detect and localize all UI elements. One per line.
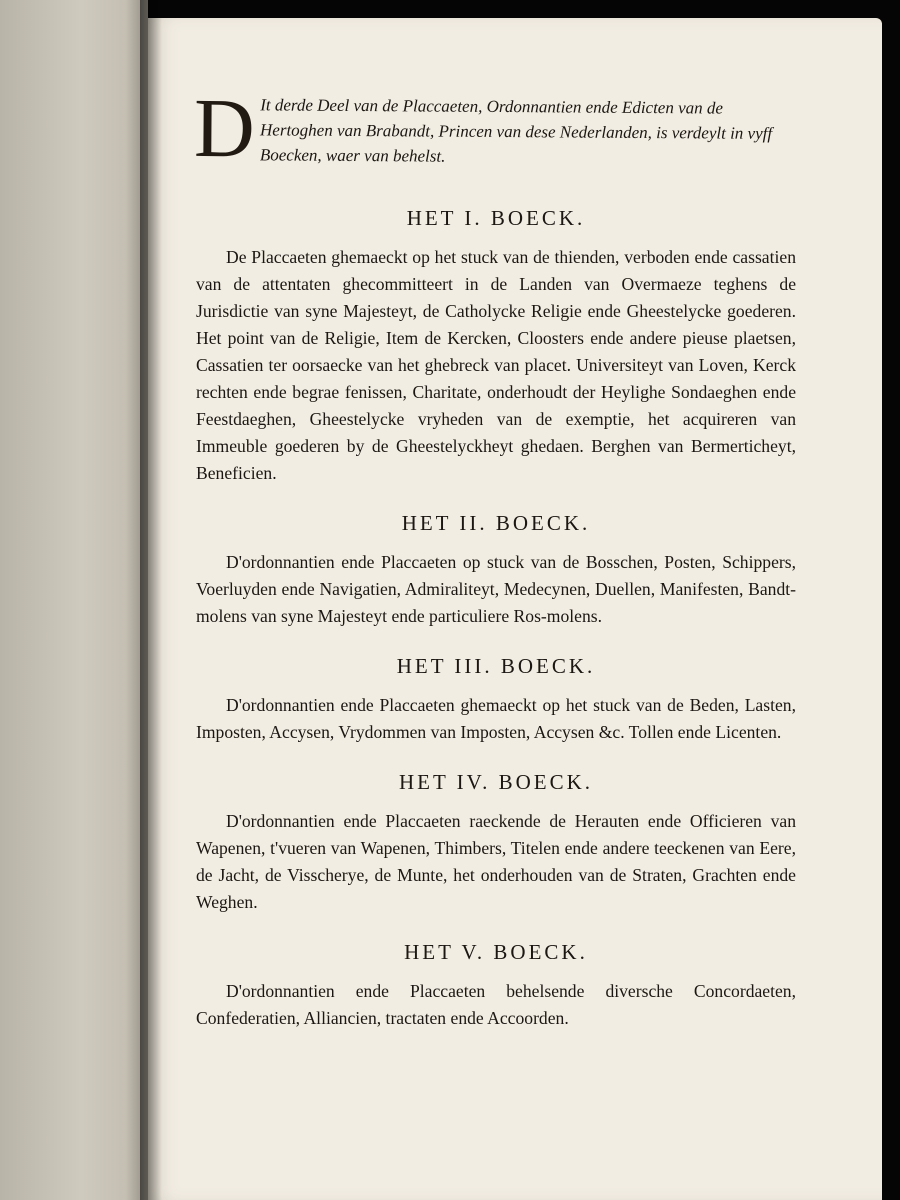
section-3 — [196, 654, 796, 746]
section-heading: HET V. BOECK. — [404, 940, 588, 964]
section-heading: HET I. BOECK. — [406, 206, 586, 230]
section-4 — [196, 770, 796, 916]
section-heading: HET III. BOECK. — [396, 654, 596, 678]
gutter-shadow — [140, 0, 162, 1200]
section-body: D'ordonnantien ende Placcaeten behelsende diversche Concordaeten, Confederatien, Alliancien, tractaten ende Accoorden. — [196, 981, 796, 1028]
page-text — [193, 81, 796, 1032]
section-1 — [196, 206, 796, 487]
section-2 — [196, 511, 796, 630]
section-heading: HET IV. BOECK. — [398, 770, 594, 794]
section-body: D'ordonnantien ende Placcaeten op stuck van de Bosschen, Posten, Schippers, Voerluyden ende Navigatien, Admiraliteyt, Medecynen, Duellen, Manifesten, Bandt-molens van syne Majesteyt ende particuliere Ros-molens. — [196, 552, 796, 626]
section-body: D'ordonnantien ende Placcaeten raeckende de Herauten ende Officieren van Wapenen, t'vueren van Wapenen, Thimbers, Titelen ende andere teeckenen van Eere, de Jacht, de Visscherye, de Munte, het onderhouden van de Straten, Grachten ende Weghen. — [196, 811, 796, 912]
facing-page — [0, 0, 148, 1200]
section-body: D'ordonnantien ende Placcaeten ghemaeckt op het stuck van de Beden, Lasten, Imposten, Accysen, Vrydommen van Imposten, Accysen &c. Tollen ende Licenten. — [196, 695, 796, 742]
intro-text: It derde Deel van de Placcaeten, Ordonnantien ende Edicten van de Hertoghen van Brabandt, Princen van dese Nederlanden, is verdeylt in vyff Boecken, waer van behelst. — [259, 95, 773, 166]
intro-paragraph — [193, 81, 797, 186]
drop-capital: D — [193, 81, 256, 176]
section-body: De Placcaeten ghemaeckt op het stuck van de thienden, verboden ende cassatien van de attentaten ghecommitteert in de Landen van Overmaeze teghens de Jurisdictie van syne Majesteyt, de Catholycke Religie ende Gheestelycke goederen. Het point van de Religie, Item de Kercken, Cloosters ende andere pieuse plaetsen, Cassatien ter oorsaecke van het ghebreck van placet. Universiteyt van Loven, Kerck rechten ende begrae fenissen, Charitate, onderhoudt der Heylighe Sondaeghen ende Feestdaeghen, Gheestelycke vryheden van de exemptie, het acquireren van Immeuble goederen by de Gheestelyckheyt ghedaen. Berghen van Bermerticheyt, Beneficien. — [196, 247, 796, 483]
section-5 — [196, 940, 796, 1032]
section-heading: HET II. BOECK. — [401, 511, 591, 535]
book-page — [148, 18, 882, 1200]
